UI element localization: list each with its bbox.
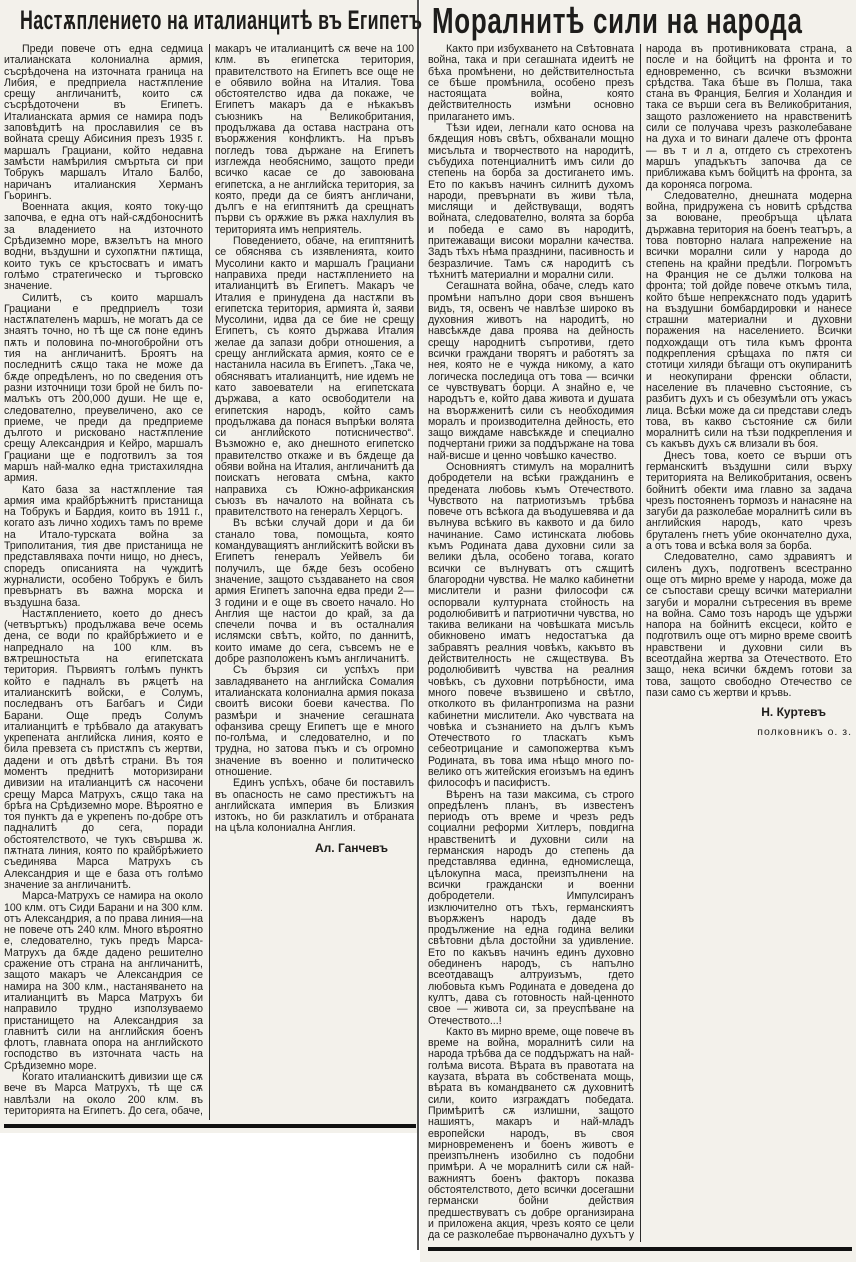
author-byline: Н. Куртевъ <box>761 705 826 720</box>
paragraph: Основниятъ стимулъ на моралнитѣ добродетели на всѣки гражданинъ е предената любовь къмъ Отечеството. Чувството на патриотизъмъ трѣбва повече отъ всѣкога да въодушевява и да вълнува всѣкиго въ каквото и да било начинание. Само истинската любовь къмъ Родината дава духовни сили за велики дѣла, особено тогава, когато всички се вълнуватъ отъ сѫщитѣ благородни чувства. Не малко кабинетни мислители и разни философи сѫ оспорвали културната стойность на родолюбивитѣ и патриотични чувства, но такива великани на човѣшката мисъль обикновено иматъ недостатъка да забравятъ реалния човѣкъ, какъвто въ действителность не сѫществува. Въ родолюбивитѣ чувства на реалния човѣкъ, съ духовни потрѣбности, има много повече възвишено и свѣтло, отколкото въ филантропизма на разни кабинетни мислители. Ако чувствата на човѣка и съзнанието на дългъ къмъ Отечеството го тласкатъ къмъ себеотрицание и самопожертва къмъ Родината, въ това има нѣщо много по-велико отъ житейския егоизъмъ на единъ философъ и пасифистъ. <box>428 460 634 790</box>
paragraph: Военната акция, която току-що започва, е една отъ най-сѫдбоноснитѣ за владението на източното Срѣдиземно море, вѫзелътъ на много водни, въздушни и сухопѫтни пѫтища, които тукъ се кръстосватъ и иматъ голѣмо стратегическо и търговско значение. <box>4 201 203 293</box>
paragraph: Сегашната война, обаче, следъ като промѣни напълно дори своя външенъ видъ, тя, освенъ че навлѣзе широко въ духовния животъ на народитѣ, но навсѣкѫде дава проява на дейность срещу народнитѣ съпротиви, гдето всички граждани творятъ и работятъ за нея, която не е чужда никому, а като логическа последица отъ това — всички се чувствуватъ борци. А знайно е, че народътъ е, който дава живота и душата на въорѫженитѣ сили съ необходимия моралъ и производителна дейность, ето защо виждаме навсѣкѫде и специално подчертани грижи за поддържане на това най-висше и ценно човѣшко качество. <box>428 280 634 462</box>
left-article-title: Настѫплението на италианцитѣ въ Египетъ <box>20 5 423 35</box>
paragraph: Марса-Матрухъ се намира на около 100 клм. отъ Сиди Барани и на 300 клм. отъ Александрия, а по права линия—на не повече отъ 240 клм. Много вѣроятно е, следователно, тукъ предъ Марса-Матрухъ да бѫде дадено решително сражение отъ страна на англичанитѣ, защото макаръ че Александрия се намира на 300 клм., настаняването на италианцитѣ въ Марса Матрухъ би направило трудно използуваемо пристанището на Александрия за главнитѣ сили на английския боенъ флотъ, главната опора на английското господство въ източната часть на Срѣдиземно море. <box>4 890 203 1072</box>
paragraph: Преди повече отъ една седмица италианската колониална армия, съсрѣдочена на източната граница на Либия, е предприела настѫпление срещу англичанитѣ, които сѫ съсрѣдоточени въ Египетъ. Италианската армия се намира подъ заповѣдитѣ на прославилия се въ войната срещу Абисиния презъ 1935 г. маршалъ Грациани, който недавна замѣсти намѣрилия смъртьта си при Тобрукъ маршалъ Итало Балбо, наричанъ италианския Херманъ Гьорингъ. <box>4 44 203 202</box>
paragraph: Следователно, днешната модерна война, придружена съ новитѣ срѣдства за воюване, преобръща цѣлата държавна територия на боенъ театъръ, а това повторно налага напрежение на всички морални сили у народа до степень на крайни предѣли. Погромътъ на Франция не се дължи толкова на фронта; той дойде повече откъмъ тила, който бѣше непрекѫснато подъ ударитѣ на въздушни бомбардировки и нанесе страшни материални и духовни поражения на населението. Всички подхождащи отъ тила къмъ фронта подкрепления срѣщаха по пѫтя си стотици хиляди бѣгащи отъ окупиранитѣ и неокупирани френски области, население въ плачевно състояние, съ разбитъ духъ и съ обезумѣли отъ ужасъ лица. Всѣки може да си представи следъ това, въ какво състояние сѫ били моралнитѣ сили на тѣзи подкрепления и съ какъвъ духъ сѫ влизали въ боя. <box>646 189 852 451</box>
paragraph: Тѣзи идеи, легнали като основа на бѫдещия новъ свѣтъ, обхванали мощно мисъльта и творчеството на народитѣ, събудиха потенциалнитѣ имъ сили до степень на борба за достигането имъ. Ето по какъвъ начинъ силнитѣ духомъ народи, превърнати въ живи тѣла, мислящи и действуващи, водятъ войната, следователно, волята за борба и победа е само въ народитѣ, притежаващи високи морални качества. Задъ тѣхъ нѣма празднини, пасивность и безразличие. Тамъ сѫ народитѣ съ тѣхнитѣ материални и морални сили. <box>428 122 634 281</box>
paragraph: Силитѣ, съ които маршалъ Грациани е предприелъ този настѫпателенъ маршъ, не могатъ да се знаятъ точно, но тѣ ще сѫ поне единъ пѫть и половина по-многобройни отъ тия на англичанитѣ. Броятъ на последнитѣ сѫщо така не може да бѫде опредѣленъ, но по сведения отъ разни източници този брой не билъ по-малъкъ отъ 200,000 души. Не ще е, следователно, преувеличено, ако се приеме, че преди да предприеме дългото и рисковано настѫпление срещу Александрия и Кейро, маршалъ Грациани ще е подготвилъ за тоя маршъ най-малко една тристахилядна армия. <box>4 291 203 485</box>
paragraph: Като база за настѫпление тая армия има крайбрѣжнитѣ пристанища на Тобрукъ и Бардия, които въ 1911 г., когато азъ лично ходихъ тамъ по време на Итало-турската война за Триполитания, тия две пристанища не представляваха почти нищо, но днесъ, споредъ описанията на чуждитѣ журналисти, особено Тобрукъ е билъ превърнатъ въ важна морска и въздушна база. <box>4 483 203 609</box>
paragraph: Единъ успѣхъ, обаче би поставилъ въ опасность не само престижътъ на английската империя въ Близкия изтокъ, но би разклатилъ и отбраната на цѣла колониална Англия. <box>215 777 414 835</box>
paragraph: Днесъ това, което се върши отъ германскитѣ въздушни сили върху територията на Великобритания, освенъ бойнитѣ обекти има главно за задача чрезъ постояненъ тормозъ и нанасяне на загуби да разколебае моралнитѣ сили въ английския народъ, като чрезъ бруталенъ гнетъ убие окончателно духа, а отъ това и всѣка воля за борба. <box>646 449 852 553</box>
paragraph: Както въ мирно време, още повече въ време на война, моралнитѣ сили на народа трѣбва да се поддържатъ на най-голѣма висота. Вѣрата въ правотата на каузата, вѣрата въ собствената мощь, вѣрата въ командването сѫ духовнитѣ сили, които изграждатъ победата. Примѣритѣ сѫ излишни, защото нашиятъ, макаръ и най-младъ европейски народъ, въ своя мирновремененъ и боенъ животъ е преизпълненъ изобилно съ подобни примѣри. А че моралнитѣ сили сѫ най-важниятъ боенъ факторъ показва обстоятелството, дето всички досегашни германски бойни действия предшествуватъ съ добре организирана и приложена акция, чрезъ която се цели да се разколебае първоначално духътъ у народа въ противниковата страна, а после и на бойцитѣ на фронта и то едновременно, съ всички възможни срѣдства. Така бѣше въ Полша, така стана въ Франция, Белгия и Холандия и така се върши сега въ Великобритания, защото разложението на нравственитѣ сили се получава чрезъ разколебаване на духа и то винаги далече отъ фронта — въ т и л а, отгдето съ стрехотенъ маршъ упадъкътъ започва да се приближава къмъ бойцитѣ на фронта, за да короняса погрома. <box>428 44 852 1242</box>
paragraph: Следователно, само здравиятъ и силенъ духъ, подготвенъ всестранно още отъ мирно време у народа, може да се съпостави срещу всички материални загуби и морални сътресения въ време на война. Само тозъ народъ ще удържи напора на бойнитѣ ексцеси, който е подготвилъ още отъ мирно време своитѣ нравствени и духовни сили въ всеотдайна жертва за Отечеството. Ето защо, нека всички бѫдемъ готови за това, защото свободно Отечество се пази само съ жертви и кръвь. <box>646 551 852 699</box>
paragraph: Вѣренъ на тази максима, съ строго опредѣленъ планъ, въ известенъ периодъ отъ време и чрезъ редъ социални реформи Хитлеръ, повдигна нравственитѣ и духовни сили на германския народъ до степень да представлява единна, едномислеща, цѣлокупна маса, преизпълнени на всички граждански и военни добродетели. Импулсиранъ изключително отъ тѣхъ, германскиятъ въорѫженъ народъ даде въ продължение на една година велики свѣтовни дѣла достойни за удивление. Ето по какъвъ начинъ единъ духовно обединенъ народъ, съ напълно всеотдаващъ алтруизъмъ, гдето любовьта къмъ Родината е доведена до култъ, дава съ готовность най-ценното свое — живота си, за преуспѣване на Отечеството...! <box>428 788 634 1027</box>
right-article-bottom-rule <box>428 1247 852 1251</box>
left-article-bottom-rule <box>4 1124 416 1128</box>
left-article-body <box>4 44 414 1120</box>
paragraph: Поведението, обаче, на египтянитѣ се обяснява съ изявленията, които Мусолини както и маршалъ Грациани направиха преди настѫплението на италианцитѣ въ Египетъ. Макаръ че Италия е принудена да настѫпи въ египетска територия, армията ѝ, заяви Мусолини, идва да се бие не срещу Египетъ, съ която държава Италия желае да запази добри отношения, а срещу английската армия, която се е настанила насила въ Египетъ. „Така че, обясняватъ италианцитѣ, ние идемъ не като завоеватели на египетската държава, а като освободители на египетския народъ, който самъ продължава да понася въпрѣки волята си английското потисничество“. Възможно е, ако днешното египетско правителство откаже и въ бѫдеще да обяви война на Италия, англичанитѣ да поискатъ неговата смѣна, както направиха съ Южно-африканския съюзъ въ началото на войната съ правителството на генералъ Херцогъ. <box>215 235 414 519</box>
author-byline: Ал. Ганчевъ <box>315 840 388 855</box>
author-rank: полковникъ о. з. <box>757 726 852 739</box>
paragraph: Когато италианскитѣ дивизии ще сѫ вече въ Марса Матрухъ, тѣ ще сѫ навлѣзли на около 200 клм. въ територията на Египетъ. До сега, обаче, макаръ че италианцитѣ сѫ вече на 100 клм. въ египетска територия, правителството на Египетъ все още не е обявило война на Италия. Това обстоятелство идва да покаже, че Египетъ макаръ да е нѣкакъвъ съюзникъ на Великобритания, продължава да остава настрана отъ въорѫжения конфликтъ. На пръвъ погледъ това държане на Египетъ изглежда необяснимо, защото преди всичко касае се до завоювана египетска, а не английска територия, за която, преди да се биятъ англичани, дългъ е на египтянитѣ да срещнатъ първи съ орѫжие въ рѫка нахлулия въ територията имъ неприятель. <box>4 44 414 1117</box>
right-article-title: Моралнитѣ сили на народа <box>432 0 803 41</box>
paragraph: Съ бързия си успѣхъ при завладяването на английска Сомалия италианската колониална армия показа своитѣ високи боеви качества. По размѣри и значение сегашната офанзива срещу Египетъ ще е много по-голѣма, и следователно, и по трудна, но затова пъкъ и съ огромно значение въ военно и политическо отношение. <box>215 664 414 778</box>
paragraph: Настѫплението, което до днесъ (четвъртъкъ) продължава вече осемь дена, се води по крайбрѣжието и е напреднало на 100 клм. въ вѫтрешностьта на египетската територия. Първиятъ голѣмъ пунктъ който е падналъ въ рѫцетѣ на италианскитѣ войски, е Солумъ, последванъ отъ Багбагъ и Сиди Барани. Още предъ Солумъ италианцитѣ е трѣбвало да атакуватъ укрепената английска линия, която е била превзета съ пристѫпъ съ жертви, дадени и отъ двѣтѣ страни. Въ тоя моментъ преднитѣ моторизирани дивизии на италианцитѣ сѫ насочени срещу Марса Матрухъ, сѫщо така на брѣга на Срѣдиземно море. Вѣроятно е тоя пунктъ да е укрепенъ по-добре отъ падналитѣ до сега, поради обстоятелството, че тукъ свършва ж. пѫтната линия, която по крайбрѣжието съединява Марса Матрухъ съ Александрия и ще е база отъ голѣмо значение за англичанитѣ. <box>4 607 203 891</box>
paragraph: Въ всѣки случай дори и да би станало това, помощьта, която командуващиятъ английскитѣ войски въ Египетъ генералъ Уейвелъ би получилъ, ще бѫде безъ особено значение, защото създаването на своя армия Египетъ започна едва преди 2—3 години и е още въ своето начало. Но Англия ще настои до край, за да спечели почва и въ осталналия ислямски свѣтъ, който, по даннитѣ, които имаме до сега, съвсемъ не е добре разположенъ къмъ англичанитѣ. <box>215 517 414 666</box>
paragraph: Както при избухването на Свѣтовната война, така и при сегашната идеитѣ не бѣха промѣнени, но действителностьта се бѣше промѣнила, особено презъ настоящата война, която действителность измѣни основно прилагането имъ. <box>428 44 634 123</box>
article-divider <box>417 0 419 1250</box>
right-article-body <box>428 44 852 1242</box>
